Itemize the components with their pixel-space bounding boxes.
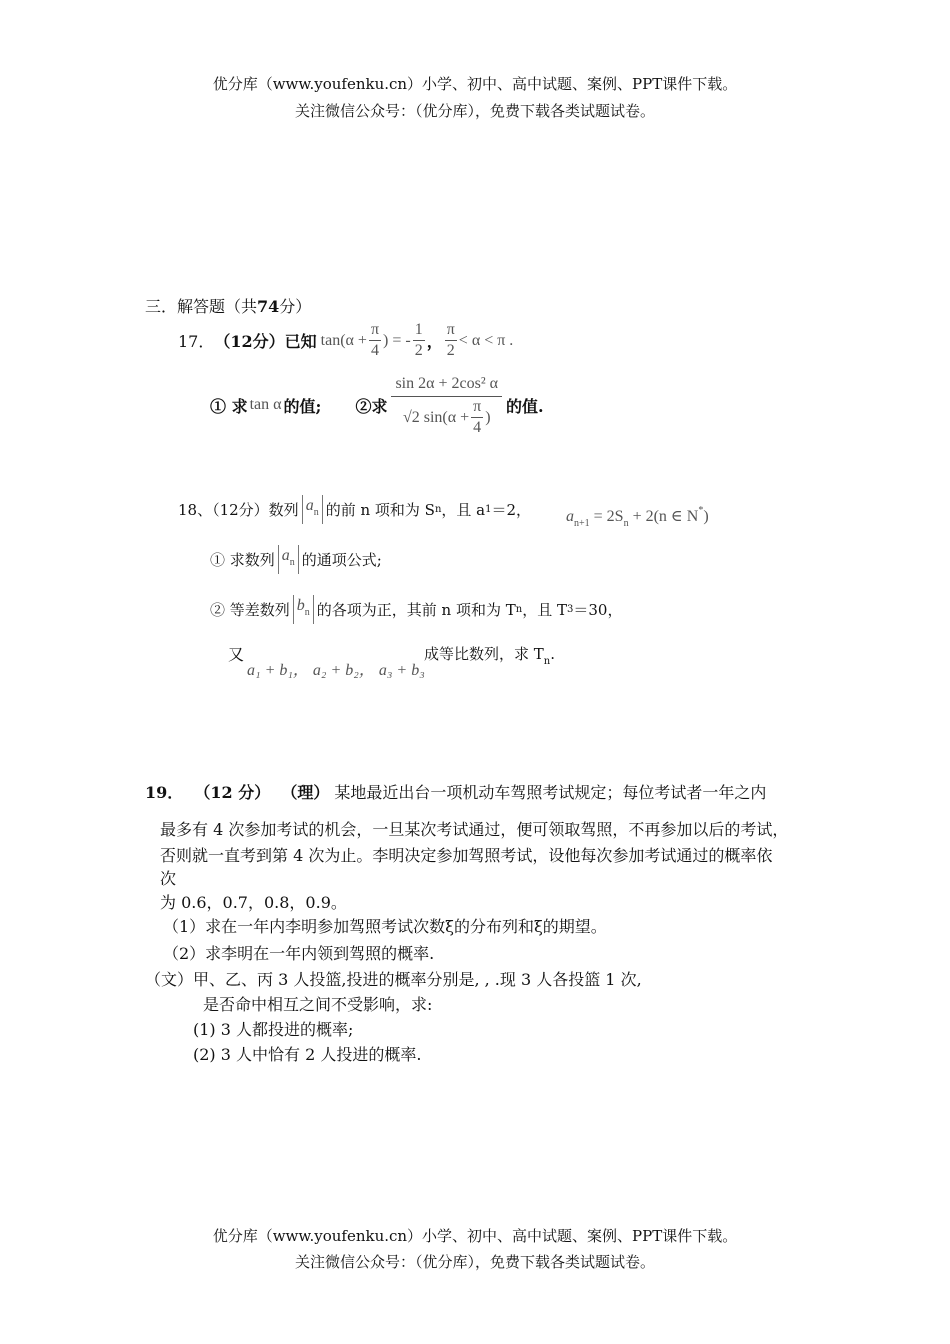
q17-part1-suffix: 的值; [283, 396, 322, 416]
q18-sn-sub: n [434, 504, 442, 515]
q17-pi: π [369, 320, 381, 341]
q19-line2: 最多有 4 次参加考试的机会，一旦某次考试通过，便可领取驾照，不再参加以后的考试， [160, 820, 789, 839]
q18-p2-tail: ，且 T [522, 601, 567, 619]
q19-line8: （文）甲、乙、丙 3 人投篮,投进的概率分别是, , .现 3 人各投篮 1 次, [145, 970, 642, 989]
q18-bn: b [296, 597, 305, 614]
q17-range-rest: < α < π . [458, 331, 514, 349]
q18-p2-label: ② 等差数列 [210, 601, 290, 619]
q19-heading [145, 780, 766, 803]
q18-bn-sub: n [304, 607, 310, 618]
q18-p1-suffix: 的通项公式; [301, 551, 382, 569]
q19-line7: （2）求李明在一年内领到驾照的概率. [163, 944, 435, 963]
q18-p3-expr: a₁ + b₁， a₂ + b₂， a₃ + b₃ [247, 662, 425, 679]
q18-t3-sub: 3 [567, 604, 574, 615]
q18-recur-sub: n+1 [574, 518, 590, 529]
q19-li: （理） [281, 783, 330, 802]
section-title-suffix: 分） [279, 297, 312, 316]
q18-text1: 的前 n 项和为 S [325, 501, 435, 519]
header-line-2: 关注微信公众号：（优分库），免费下载各类试题试卷。 [294, 102, 655, 120]
q18-tn-sub: n [515, 604, 523, 615]
q18-p3-tail [424, 643, 555, 667]
q17-range-pi: π [445, 320, 457, 341]
q19-line4: 次 [160, 869, 177, 888]
q17-eq-minus: ) = - [383, 331, 411, 349]
q17-four: 4 [370, 342, 379, 359]
q19-line1: 某地最近出台一项机动车驾照考试规定；每位考试者一年之内 [334, 783, 767, 802]
section-title [145, 294, 311, 317]
q18-a1-sub: 1 [485, 504, 492, 515]
q18-text3: ＝2， [491, 501, 532, 519]
q18-p3-lead: 又 [228, 645, 245, 664]
q17-part2-den-pi: π [471, 397, 483, 418]
q19-points: （12 分） [194, 783, 271, 802]
q17-range-two: 2 [446, 342, 455, 359]
q17-two: 2 [414, 342, 423, 359]
q18-lead: 18、（12分）数列 [178, 501, 299, 519]
footer-line-2: 关注微信公众号：（优分库），免费下载各类试题试卷。 [294, 1253, 655, 1271]
q19-line9: 是否命中相互之间不受影响，求: [203, 995, 433, 1014]
section-title-points: 74 [257, 297, 280, 316]
q17-part2-fraction [391, 372, 502, 438]
q18-part1 [210, 545, 382, 574]
q18-statement [178, 495, 531, 524]
q18-p2-end: ＝30， [573, 601, 623, 619]
q19-line3: 否则就一直考到第 4 次为止。李明决定参加驾照考试，设他每次参加考试通过的概率依 [160, 846, 773, 865]
q18-p1-an-seq [278, 545, 299, 574]
q17-one: 1 [413, 320, 425, 341]
q17-parts [210, 372, 544, 438]
q18-recur-tail: + 2(n ∈ N [632, 508, 699, 525]
q18-p3-suffix: 成等比数列，求 T [424, 645, 544, 663]
q17-part2-label: ②求 [355, 396, 388, 416]
q19-line5: 为 0.6，0.7，0.8，0.9。 [160, 893, 347, 912]
q17-pi-over-2 [445, 320, 457, 361]
q18-p1-label: ① 求数列 [210, 551, 275, 569]
q17-part2-denominator [399, 397, 495, 438]
q18-p3-end: . [550, 645, 556, 663]
q17-part2-numerator: sin 2α + 2cos² α [391, 372, 502, 397]
q19-line10: (1) 3 人都投进的概率; [193, 1020, 354, 1039]
q18-recur-rest: = 2S [593, 508, 624, 525]
q17-part1-label: ① 求 [210, 396, 248, 416]
q18-recur-s-sub: n [623, 518, 629, 529]
q17-number: 17． [178, 332, 215, 351]
q19-line11: (2) 3 人中恰有 2 人投进的概率. [193, 1045, 422, 1064]
q17-tan-expr: tan(α + [320, 331, 367, 349]
q18-recur-a: a [566, 508, 574, 525]
q18-an-seq [302, 495, 323, 524]
q17-part2-suffix: 的值. [506, 396, 544, 416]
q18-recur-close: ) [703, 508, 709, 525]
q18-p3-sub: n [543, 656, 551, 667]
q19-number: 19． [145, 783, 184, 802]
q17-part2-den-a: √2 sin(α + [402, 408, 470, 426]
q19-line6: （1）求在一年内李明参加驾照考试次数ξ的分布列和ξ的期望。 [163, 917, 607, 936]
q18-an: a [305, 497, 314, 514]
q17-part2-den-four: 4 [473, 419, 482, 436]
q18-text2: ，且 a [441, 501, 486, 519]
q17-one-half [413, 320, 425, 361]
q17-points: （12分）已知 [214, 332, 317, 351]
q18-bn-seq [293, 595, 314, 624]
q17-part2-den-frac [471, 397, 483, 438]
section-title-prefix: 三．解答题（共 [145, 297, 258, 316]
q18-p1-an-sub: n [289, 557, 295, 568]
footer-line-1: 优分库（www.youfenku.cn）小学、初中、高中试题、案例、PPT课件下载。 [212, 1227, 738, 1245]
q18-p1-an: a [281, 547, 290, 564]
q18-an-sub: n [313, 507, 319, 518]
header-line-1: 优分库（www.youfenku.cn）小学、初中、高中试题、案例、PPT课件下载。 [212, 75, 738, 93]
q18-recur-star: * [698, 505, 704, 516]
q18-part2 [210, 595, 622, 624]
q18-p2-suffix: 的各项为正，其前 n 项和为 T [316, 601, 516, 619]
q17-pi-over-4 [369, 320, 381, 361]
q18-recurrence [566, 505, 709, 529]
q17-part2-den-close: ) [485, 408, 491, 426]
q17-part1-expr: tan α [249, 396, 282, 413]
q17-comma: ， [426, 332, 443, 351]
q17-statement [178, 320, 513, 361]
